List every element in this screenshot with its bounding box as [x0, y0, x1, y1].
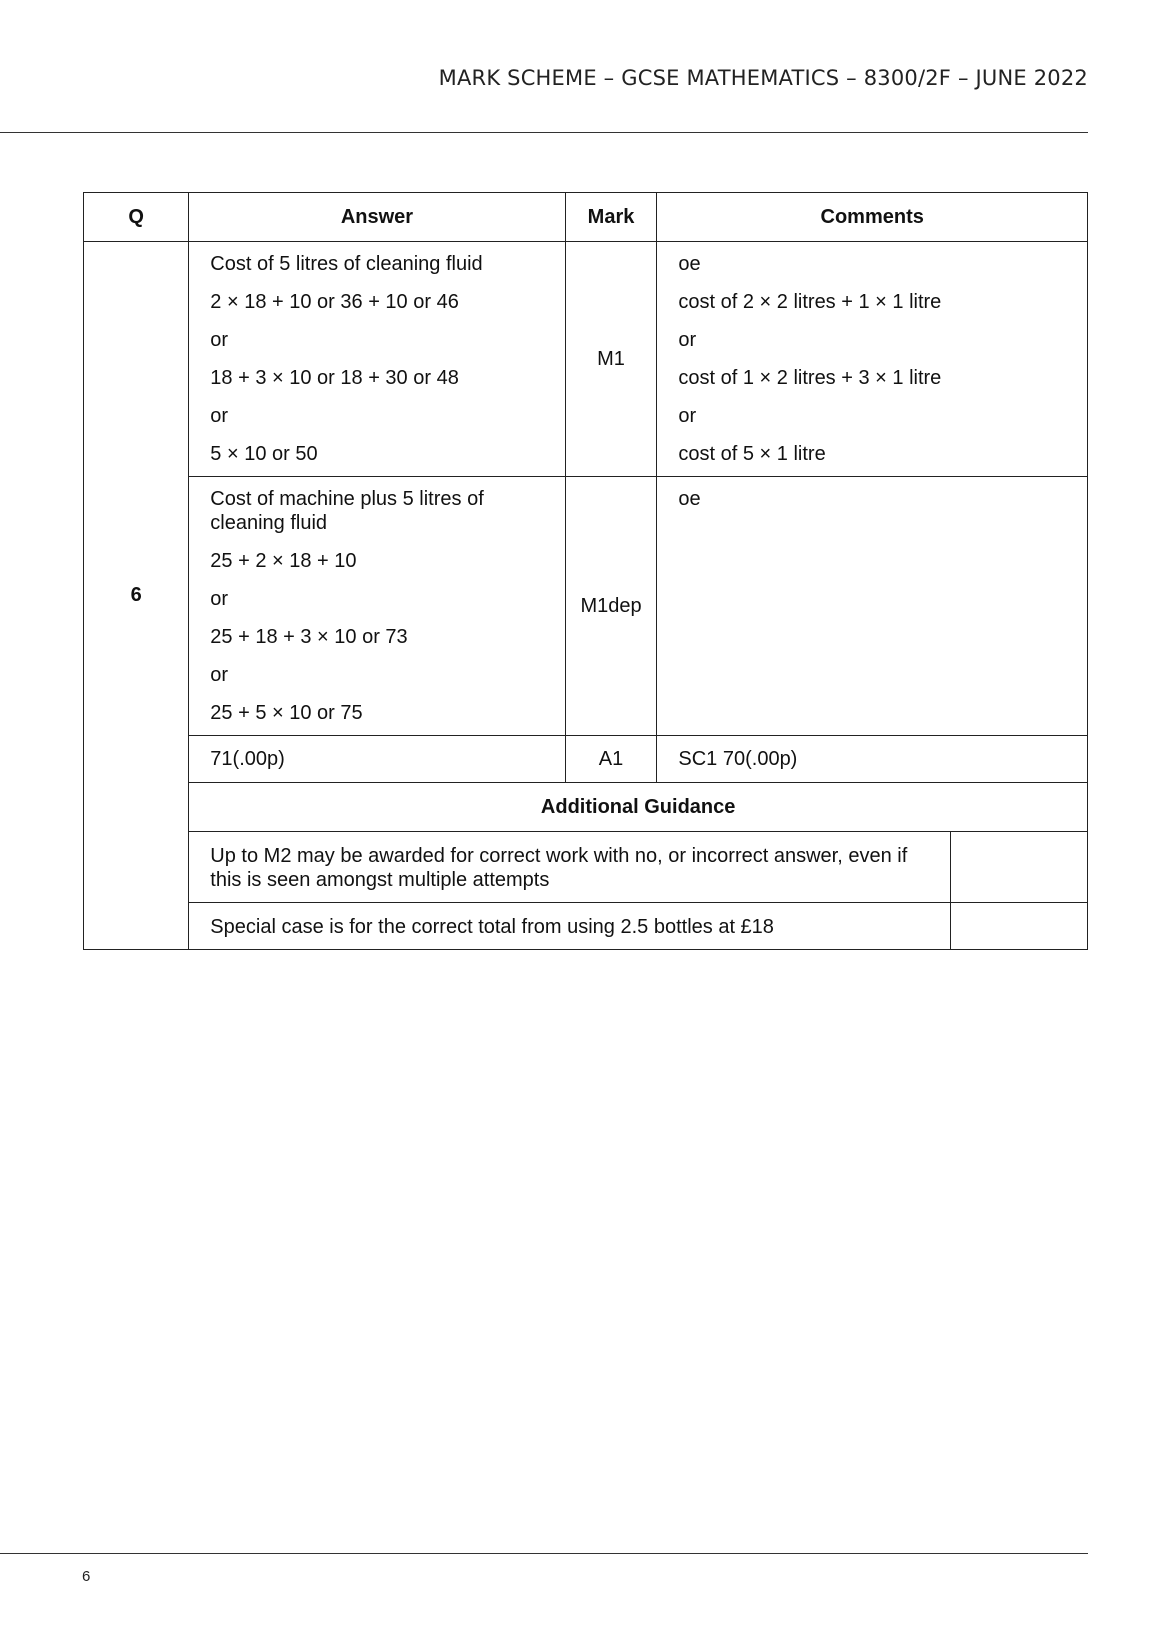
comment-line: oe: [678, 488, 701, 510]
table-header-row: [84, 193, 1088, 242]
comment-line: or: [678, 329, 697, 351]
header-q: Q: [84, 193, 189, 242]
additional-guidance-title: Additional Guidance: [189, 783, 1088, 832]
comment-line: SC1 70(.00p): [678, 748, 798, 770]
answer-line: 5 × 10 or 50: [210, 443, 318, 465]
comment-line: cost of 2 × 2 litres + 1 × 1 litre: [678, 291, 942, 313]
question-number: 6: [84, 242, 189, 950]
guidance-item: Up to M2 may be awarded for correct work with no, or incorrect answer, even if this is seen amongst multiple attempts: [189, 832, 951, 903]
comments-cell: [657, 477, 1088, 736]
page-number: 6: [82, 1568, 91, 1585]
guidance-header-row: [84, 783, 1088, 832]
mark-cell: A1: [565, 736, 657, 783]
answer-line: or: [210, 329, 229, 351]
table-row: [84, 477, 1088, 736]
guidance-row: [84, 903, 1088, 950]
answer-line: or: [210, 588, 229, 610]
answer-line: 25 + 18 + 3 × 10 or 73: [210, 626, 408, 648]
answer-cell: [189, 477, 565, 736]
header-comments: Comments: [657, 193, 1088, 242]
answer-line: 25 + 2 × 18 + 10: [210, 550, 357, 572]
table-row: [84, 242, 1088, 477]
guidance-side-cell: [951, 832, 1088, 903]
comment-line: or: [678, 405, 697, 427]
answer-line: 71(.00p): [210, 748, 285, 770]
answer-cell: [189, 242, 565, 477]
page-header-title: MARK SCHEME – GCSE MATHEMATICS – 8300/2F – JUNE 2022: [438, 66, 1088, 90]
comment-line: oe: [678, 253, 701, 275]
answer-cell: [189, 736, 565, 783]
answer-line: Cost of 5 litres of cleaning fluid: [210, 253, 483, 275]
guidance-row: [84, 832, 1088, 903]
answer-line: or: [210, 405, 229, 427]
header-divider: [0, 132, 1088, 133]
answer-line: Cost of machine plus 5 litres of cleaning fluid: [210, 488, 484, 534]
answer-line: 25 + 5 × 10 or 75: [210, 702, 363, 724]
comment-line: cost of 5 × 1 litre: [678, 443, 826, 465]
comments-cell: [657, 242, 1088, 477]
answer-line: 2 × 18 + 10 or 36 + 10 or 46: [210, 291, 459, 313]
table-row: [84, 736, 1088, 783]
header-answer: Answer: [189, 193, 565, 242]
answer-line: 18 + 3 × 10 or 18 + 30 or 48: [210, 367, 459, 389]
mark-cell: M1dep: [565, 477, 657, 736]
footer-divider: [0, 1553, 1088, 1554]
mark-cell: M1: [565, 242, 657, 477]
comments-cell: [657, 736, 1088, 783]
mark-scheme-table: [83, 192, 1088, 950]
guidance-side-cell: [951, 903, 1088, 950]
comment-line: cost of 1 × 2 litres + 3 × 1 litre: [678, 367, 942, 389]
answer-line: or: [210, 664, 229, 686]
header-mark: Mark: [565, 193, 657, 242]
guidance-item: Special case is for the correct total from using 2.5 bottles at £18: [189, 903, 951, 950]
